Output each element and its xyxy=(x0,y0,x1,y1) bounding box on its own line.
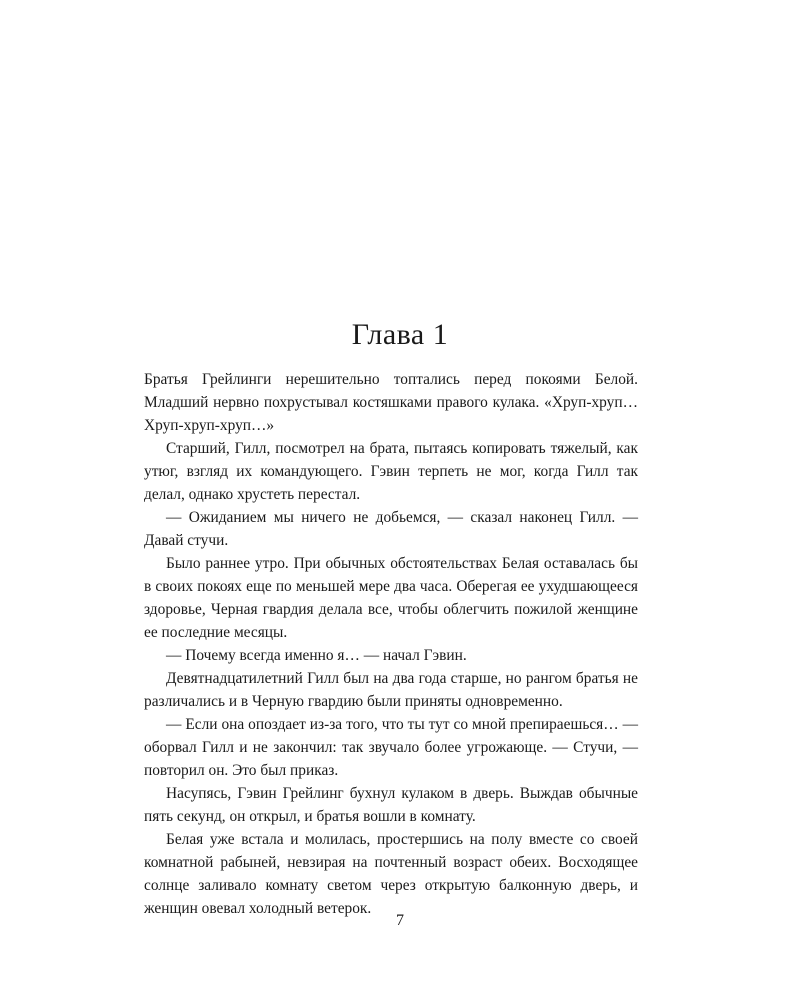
paragraph: — Если она опоздает из-за того, что ты тут со мной препираешься… — оборвал Гилл и не закончил: так звучало более угрожающе. — Стучи, — повторил он. Это был приказ. xyxy=(144,716,638,779)
paragraph: Белая уже встала и молилась, простершись на полу вместе со своей комнатной рабыней, невзирая на почтенный возраст обеих. Восходящее солнце заливало комнату светом через открытую балконную дверь, и женщин овевал холодный ветерок. xyxy=(144,831,638,917)
chapter-title: Глава 1 xyxy=(351,318,449,351)
paragraph: Братья Грейлинги нерешительно топтались перед покоями Белой. Младший нервно похрустывал костяшками правого кулака. «Хруп-хруп… Хруп-хруп-хруп…» xyxy=(144,371,638,434)
paragraph: Было раннее утро. При обычных обстоятельствах Белая оставалась бы в своих покоях еще по меньшей мере два часа. Оберегая ее ухудшающееся здоровье, Черная гвардия делала все, чтобы облегчить пожилой женщине ее последние месяцы. xyxy=(144,555,638,641)
page-number: 7 xyxy=(396,912,404,929)
paragraph: — Ожиданием мы ничего не добьемся, — сказал наконец Гилл. — Давай стучи. xyxy=(144,509,638,549)
paragraph: Насупясь, Гэвин Грейлинг бухнул кулаком в дверь. Выждав обычные пять секунд, он открыл, и братья вошли в комнату. xyxy=(144,785,638,825)
paragraph: Старший, Гилл, посмотрел на брата, пытаясь копировать тяжелый, как утюг, взгляд их командующего. Гэвин терпеть не мог, когда Гилл так делал, однако хрустеть перестал. xyxy=(144,440,638,503)
chapter-body xyxy=(144,368,638,920)
paragraph: — Почему всегда именно я… — начал Гэвин. xyxy=(166,647,467,664)
paragraph: Девятнадцатилетний Гилл был на два года старше, но рангом братья не различались и в Черную гвардию были приняты одновременно. xyxy=(144,670,638,710)
